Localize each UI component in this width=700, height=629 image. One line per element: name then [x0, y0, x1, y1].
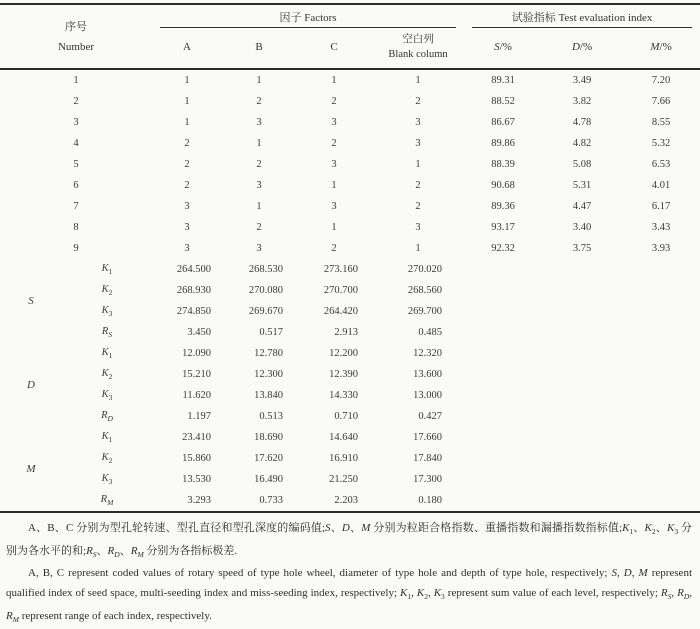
stat-label: $K_1$ — [101, 346, 113, 361]
cell-blank: 1 — [415, 243, 421, 254]
stat-value: 0.485 — [418, 327, 443, 338]
cell-factor-b: 3 — [256, 180, 262, 191]
cell-factor-c: 1 — [331, 75, 337, 86]
cell-index-s: 88.52 — [491, 96, 515, 107]
col-header-blank-en: Blank column — [388, 49, 448, 60]
col-group-factors-label: 因子 Factors — [160, 5, 456, 28]
cell-index-d: 3.75 — [572, 243, 592, 254]
cell-index-m: 5.32 — [651, 138, 671, 149]
cell-index-d: 4.78 — [572, 117, 592, 128]
cell-factor-c: 2 — [331, 96, 337, 107]
cell-index-m: 7.66 — [651, 96, 671, 107]
stat-value: 270.700 — [323, 285, 359, 296]
col-group-eval-label: 试验指标 Test evaluation index — [472, 5, 692, 28]
cell-run-number: 5 — [73, 159, 79, 170]
cell-index-s: 89.31 — [491, 75, 515, 86]
cell-factor-a: 2 — [184, 159, 190, 170]
cell-factor-c: 1 — [331, 222, 337, 233]
col-header-number-zh: 序号 — [65, 20, 87, 33]
stat-value: 1.197 — [187, 411, 212, 422]
run-row — [0, 69, 700, 91]
stat-value: 17.300 — [413, 474, 443, 485]
empty-cells — [464, 490, 700, 512]
cell-factor-b: 2 — [256, 159, 262, 170]
summary-row — [0, 343, 700, 364]
cell-factor-c: 3 — [331, 201, 337, 212]
cell-run-number: 9 — [73, 243, 79, 254]
col-header-c: C — [330, 40, 338, 53]
stat-value: 2.203 — [334, 495, 359, 506]
cell-factor-b: 1 — [256, 138, 262, 149]
cell-run-number: 2 — [73, 96, 79, 107]
cell-index-m: 3.43 — [651, 222, 671, 233]
stat-value: 21.250 — [329, 474, 359, 485]
run-row — [0, 217, 700, 238]
summary-row — [0, 259, 700, 280]
stat-label: $K_2$ — [101, 451, 113, 466]
summary-row — [0, 469, 700, 490]
cell-factor-a: 1 — [184, 75, 190, 86]
cell-factor-a: 3 — [184, 243, 190, 254]
empty-cells — [464, 343, 700, 364]
stat-value: 0.427 — [418, 411, 443, 422]
empty-cells — [464, 427, 700, 448]
cell-index-d: 3.49 — [572, 75, 592, 86]
run-row — [0, 154, 700, 175]
cell-index-m: 3.93 — [651, 243, 671, 254]
col-header-blank-zh: 空白列 — [402, 34, 434, 45]
cell-index-d: 3.40 — [572, 222, 592, 233]
stat-value: 268.930 — [176, 285, 212, 296]
cell-factor-c: 3 — [331, 159, 337, 170]
cell-blank: 2 — [415, 180, 421, 191]
stat-value: 12.320 — [413, 348, 443, 359]
run-row — [0, 238, 700, 259]
stat-value: 12.200 — [329, 348, 359, 359]
empty-cells — [464, 406, 700, 427]
empty-cells — [464, 280, 700, 301]
cell-factor-b: 1 — [256, 75, 262, 86]
stat-value: 12.300 — [254, 369, 284, 380]
col-header-b: B — [255, 40, 263, 53]
cell-index-d: 3.82 — [572, 96, 592, 107]
col-header-a: A — [183, 40, 191, 53]
empty-cells — [464, 301, 700, 322]
cell-index-m: 6.17 — [651, 201, 671, 212]
stat-label: $K_3$ — [101, 388, 113, 403]
summary-row — [0, 301, 700, 322]
cell-index-d: 4.82 — [572, 138, 592, 149]
stat-value: 13.530 — [182, 474, 212, 485]
cell-index-s: 93.17 — [491, 222, 515, 233]
cell-index-m: 7.20 — [651, 75, 671, 86]
summary-row — [0, 490, 700, 512]
stat-value: 17.660 — [413, 432, 443, 443]
cell-factor-a: 2 — [184, 138, 190, 149]
stat-value: 270.080 — [248, 285, 284, 296]
empty-cells — [464, 364, 700, 385]
stat-label: $K_1$ — [101, 430, 113, 445]
col-header-blank — [372, 28, 464, 69]
stat-value: 23.410 — [182, 432, 212, 443]
footnote-zh: A、B、C 分别为型孔轮转速、型孔直径和型孔深度的编码值;S、D、M 分别为粒距合格指数、重播指数和漏播指数指标值$;K_1$、$K_2$、$K_3$ 分别为各水平的和$;R_S$、$R_D$、$R_M$ 分别为各指标极差. — [6, 522, 692, 559]
stat-value: 11.620 — [182, 390, 212, 401]
cell-factor-b: 3 — [256, 117, 262, 128]
stat-value: 274.850 — [176, 306, 212, 317]
stat-value: 0.710 — [334, 411, 359, 422]
stat-value: 269.670 — [248, 306, 284, 317]
run-row — [0, 175, 700, 196]
col-header-m: M/% — [650, 40, 672, 53]
stat-value: 15.210 — [182, 369, 212, 380]
cell-blank: 1 — [415, 75, 421, 86]
cell-run-number: 6 — [73, 180, 79, 191]
cell-index-m: 4.01 — [651, 180, 671, 191]
cell-factor-b: 3 — [256, 243, 262, 254]
run-row — [0, 112, 700, 133]
col-group-eval — [464, 4, 700, 28]
stat-value: 13.840 — [254, 390, 284, 401]
cell-run-number: 4 — [73, 138, 79, 149]
orthogonal-test-table — [0, 3, 700, 513]
stat-value: 14.640 — [329, 432, 359, 443]
stat-value: 270.020 — [407, 264, 443, 275]
empty-cells — [464, 469, 700, 490]
stat-value: 0.517 — [259, 327, 284, 338]
stat-label: $K_1$ — [101, 262, 113, 277]
stat-value: 13.000 — [413, 390, 443, 401]
stat-value: 269.700 — [407, 306, 443, 317]
col-header-s: S/% — [494, 40, 512, 53]
cell-run-number: 1 — [73, 75, 79, 86]
stat-value: 3.450 — [187, 327, 212, 338]
cell-blank: 2 — [415, 201, 421, 212]
cell-index-d: 5.08 — [572, 159, 592, 170]
cell-index-s: 92.32 — [491, 243, 515, 254]
stat-label: $K_2$ — [101, 367, 113, 382]
col-header-number-en: Number — [57, 40, 95, 53]
cell-run-number: 7 — [73, 201, 79, 212]
cell-factor-c: 2 — [331, 138, 337, 149]
cell-factor-a: 1 — [184, 96, 190, 107]
cell-factor-b: 2 — [256, 222, 262, 233]
summary-row — [0, 280, 700, 301]
stat-label: $K_2$ — [101, 283, 113, 298]
cell-factor-a: 3 — [184, 222, 190, 233]
cell-factor-a: 1 — [184, 117, 190, 128]
cell-factor-c: 2 — [331, 243, 337, 254]
stat-value: 268.530 — [248, 264, 284, 275]
stat-label: $K_3$ — [101, 472, 113, 487]
cell-factor-a: 3 — [184, 201, 190, 212]
stat-value: 18.690 — [254, 432, 284, 443]
stat-value: 17.620 — [254, 453, 284, 464]
empty-cells — [464, 322, 700, 343]
col-header-d: D/% — [571, 40, 593, 53]
footnote-en: A, B, C represent coded values of rotary speed of type hole wheel, diameter of type hole and depth of type hole, respectively; S, D, M represent qualified index of seed space, multi-seeding index and miss-seeding index, respectively; $K_1$, $K_2$, $K_3$ represent sum value of each level, respectively; $R_S$, $R_D$, $R_M$ represent range of each index, respectively. — [6, 567, 693, 624]
cell-index-d: 5.31 — [572, 180, 592, 191]
stat-value: 2.913 — [334, 327, 359, 338]
col-group-factors — [152, 4, 464, 28]
run-row — [0, 196, 700, 217]
cell-blank: 3 — [415, 222, 421, 233]
table-footnotes — [0, 513, 700, 629]
stat-value: 3.293 — [187, 495, 212, 506]
cell-index-m: 8.55 — [651, 117, 671, 128]
stat-label: $R_S$ — [101, 325, 113, 340]
run-row — [0, 91, 700, 112]
empty-cells — [464, 385, 700, 406]
stat-value: 16.490 — [254, 474, 284, 485]
cell-factor-b: 2 — [256, 96, 262, 107]
cell-blank: 2 — [415, 96, 421, 107]
stat-value: 0.180 — [418, 495, 443, 506]
cell-blank: 3 — [415, 117, 421, 128]
summary-row — [0, 427, 700, 448]
cell-blank: 1 — [415, 159, 421, 170]
stat-value: 273.160 — [323, 264, 359, 275]
stat-value: 16.910 — [329, 453, 359, 464]
col-header-number — [0, 4, 152, 69]
cell-index-s: 88.39 — [491, 159, 515, 170]
cell-index-m: 6.53 — [651, 159, 671, 170]
stat-value: 268.560 — [407, 285, 443, 296]
stat-value: 14.330 — [329, 390, 359, 401]
stat-value: 264.500 — [176, 264, 212, 275]
stat-value: 13.600 — [413, 369, 443, 380]
stat-value: 12.390 — [329, 369, 359, 380]
stat-label: $K_3$ — [101, 304, 113, 319]
cell-blank: 3 — [415, 138, 421, 149]
stat-value: 12.090 — [182, 348, 212, 359]
cell-factor-c: 3 — [331, 117, 337, 128]
empty-cells — [464, 259, 700, 280]
table-header — [0, 4, 700, 69]
cell-index-s: 89.36 — [491, 201, 515, 212]
stat-value: 12.780 — [254, 348, 284, 359]
run-row — [0, 133, 700, 154]
stat-label: $R_D$ — [101, 409, 113, 424]
summary-row — [0, 448, 700, 469]
cell-run-number: 3 — [73, 117, 79, 128]
stat-value: 0.513 — [259, 411, 284, 422]
stat-label: $R_M$ — [100, 493, 114, 508]
stat-value: 17.840 — [413, 453, 443, 464]
cell-factor-b: 1 — [256, 201, 262, 212]
empty-cells — [464, 448, 700, 469]
cell-factor-c: 1 — [331, 180, 337, 191]
section-label-m: M — [26, 463, 36, 475]
stat-value: 264.420 — [323, 306, 359, 317]
cell-run-number: 8 — [73, 222, 79, 233]
stat-value: 15.860 — [182, 453, 212, 464]
summary-row — [0, 364, 700, 385]
section-label-d: D — [27, 379, 35, 391]
summary-row — [0, 385, 700, 406]
summary-row — [0, 406, 700, 427]
summary-row — [0, 322, 700, 343]
cell-index-s: 86.67 — [491, 117, 515, 128]
cell-index-d: 4.47 — [572, 201, 592, 212]
cell-factor-a: 2 — [184, 180, 190, 191]
stat-value: 0.733 — [259, 495, 284, 506]
cell-index-s: 90.68 — [491, 180, 515, 191]
cell-index-s: 89.86 — [491, 138, 515, 149]
section-label-s: S — [28, 295, 34, 307]
